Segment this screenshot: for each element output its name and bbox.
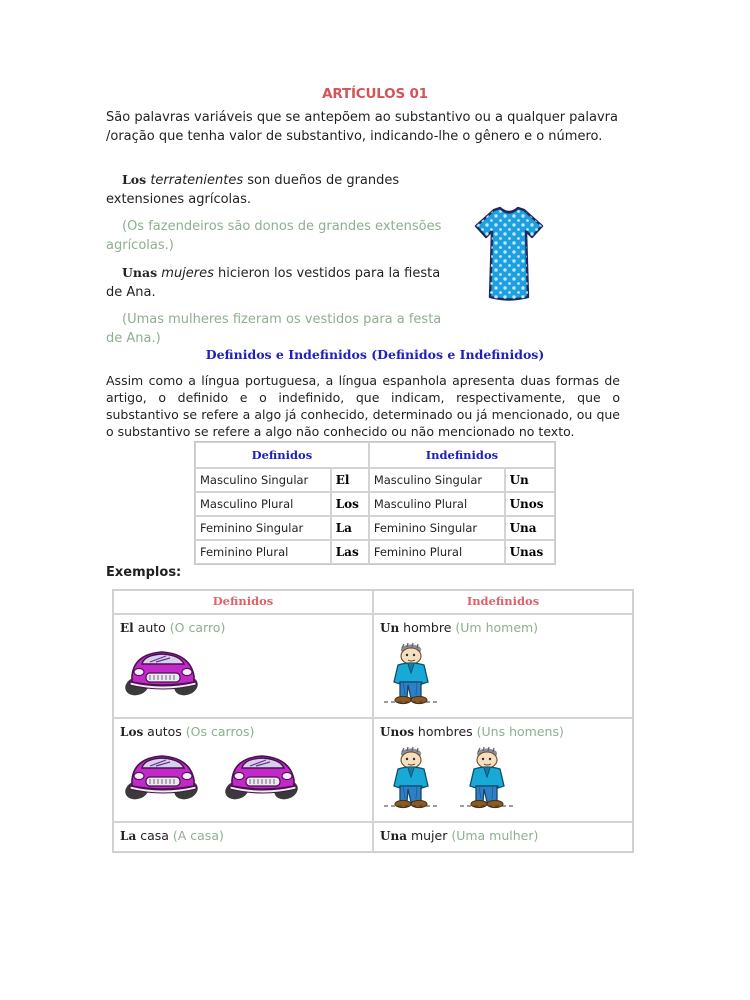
car-illustration-pair <box>120 746 366 802</box>
cell-def-value: La <box>331 516 369 540</box>
example-sentence-es-2 <box>106 263 456 302</box>
cell-def-value: El <box>331 468 369 492</box>
caption <box>120 828 366 844</box>
example-sentences-block <box>106 170 456 356</box>
noun-hombre: hombre <box>399 620 456 635</box>
table-row <box>195 540 555 564</box>
cell-def-value: Los <box>331 492 369 516</box>
translation-a-casa: (A casa) <box>172 828 224 843</box>
examples-header-row <box>113 590 633 614</box>
examples-header-indefinidos: Indefinidos <box>373 590 633 614</box>
article-los: Los <box>120 725 144 739</box>
example-cell-unos-hombres <box>373 718 633 822</box>
articles-table-container <box>194 441 556 565</box>
article-unas: Unas <box>122 265 158 280</box>
car-illustration-single <box>120 642 366 698</box>
caption <box>380 828 626 844</box>
article-una: Una <box>380 829 407 843</box>
noun-auto: auto <box>133 620 170 635</box>
man-illustration-pair <box>380 746 626 810</box>
example-sentence-pt-1: (Os fazendeiros são donos de grandes extensões agrícolas.) <box>106 219 442 253</box>
translation-um-homem: (Um homem) <box>455 620 539 635</box>
translation-o-carro: (O carro) <box>169 620 226 635</box>
example-sentence-es-2-rest: hicieron los vestidos para la fiesta de Ana. <box>106 266 441 300</box>
cell-def-value: Las <box>331 540 369 564</box>
noun-casa: casa <box>136 828 173 843</box>
man-illustration-single <box>380 642 626 706</box>
noun-mujeres: mujeres <box>161 266 214 281</box>
section-heading: Definidos e Indefinidos (Definidos e Indefinidos) <box>205 347 545 362</box>
section-paragraph: Assim como a língua portuguesa, a língua espanhola apresenta duas formas de artigo, o definido e o indefinido, que indicam, respectivamente, que o substantivo se refere a algo já conhecido, determinado ou já mencionado, ou que o substantivo se refere a algo não conhecido ou não mencionado no texto. <box>106 373 620 439</box>
example-sentence-es-1-rest: son dueños de grandes extensiones agrícolas. <box>106 173 400 207</box>
cell-def-label: Masculino Singular <box>195 468 331 492</box>
cell-indef-value: Unas <box>505 540 555 564</box>
example-cell-un-hombre <box>373 614 633 718</box>
noun-terratenientes: terratenientes <box>150 173 244 188</box>
table-header-row <box>195 442 555 468</box>
caption <box>120 620 366 636</box>
cell-indef-value: Una <box>505 516 555 540</box>
translation-uma-mulher: (Uma mulher) <box>451 828 539 843</box>
cell-indef-label: Feminino Singular <box>369 516 505 540</box>
examples-row <box>113 614 633 718</box>
cell-def-label: Masculino Plural <box>195 492 331 516</box>
noun-mujer: mujer <box>406 828 452 843</box>
caption <box>120 724 366 740</box>
table-row <box>195 468 555 492</box>
article-unos: Unos <box>380 725 414 739</box>
header-indefinidos: Indefinidos <box>369 442 555 468</box>
cell-indef-label: Feminino Plural <box>369 540 505 564</box>
page-title: ARTÍCULOS 01 <box>322 86 428 102</box>
cell-indef-value: Un <box>505 468 555 492</box>
dress-illustration <box>466 204 552 304</box>
table-row <box>195 492 555 516</box>
examples-table <box>112 589 634 853</box>
article-los: Los <box>122 172 147 187</box>
cell-indef-label: Masculino Singular <box>369 468 505 492</box>
translation-uns-homens: (Uns homens) <box>476 724 564 739</box>
caption <box>380 620 626 636</box>
article-el: El <box>120 621 134 635</box>
article-la: La <box>120 829 137 843</box>
examples-row <box>113 718 633 822</box>
example-cell-el-auto <box>113 614 373 718</box>
example-cell-una-mujer <box>373 822 633 852</box>
examples-row <box>113 822 633 852</box>
translation-os-carros: (Os carros) <box>185 724 255 739</box>
intro-paragraph: São palavras variáveis que se antepõem ao substantivo ou a qualquer palavra /oração que tenha valor de substantivo, indicando-lhe o gênero e o número. <box>106 110 618 144</box>
cell-def-label: Feminino Singular <box>195 516 331 540</box>
noun-autos: autos <box>143 724 186 739</box>
examples-table-container <box>112 589 634 853</box>
cell-def-label: Feminino Plural <box>195 540 331 564</box>
noun-hombres: hombres <box>413 724 477 739</box>
table-row <box>195 516 555 540</box>
cell-indef-label: Masculino Plural <box>369 492 505 516</box>
example-sentence-es-1 <box>106 170 456 209</box>
example-cell-la-casa <box>113 822 373 852</box>
exemplos-label: Exemplos: <box>106 565 182 580</box>
article-un: Un <box>380 621 400 635</box>
examples-header-definidos: Definidos <box>113 590 373 614</box>
example-sentence-pt-2: (Umas mulheres fizeram os vestidos para a festa de Ana.) <box>106 312 442 346</box>
caption <box>380 724 626 740</box>
cell-indef-value: Unos <box>505 492 555 516</box>
articles-table <box>194 441 556 565</box>
example-cell-los-autos <box>113 718 373 822</box>
header-definidos: Definidos <box>195 442 369 468</box>
